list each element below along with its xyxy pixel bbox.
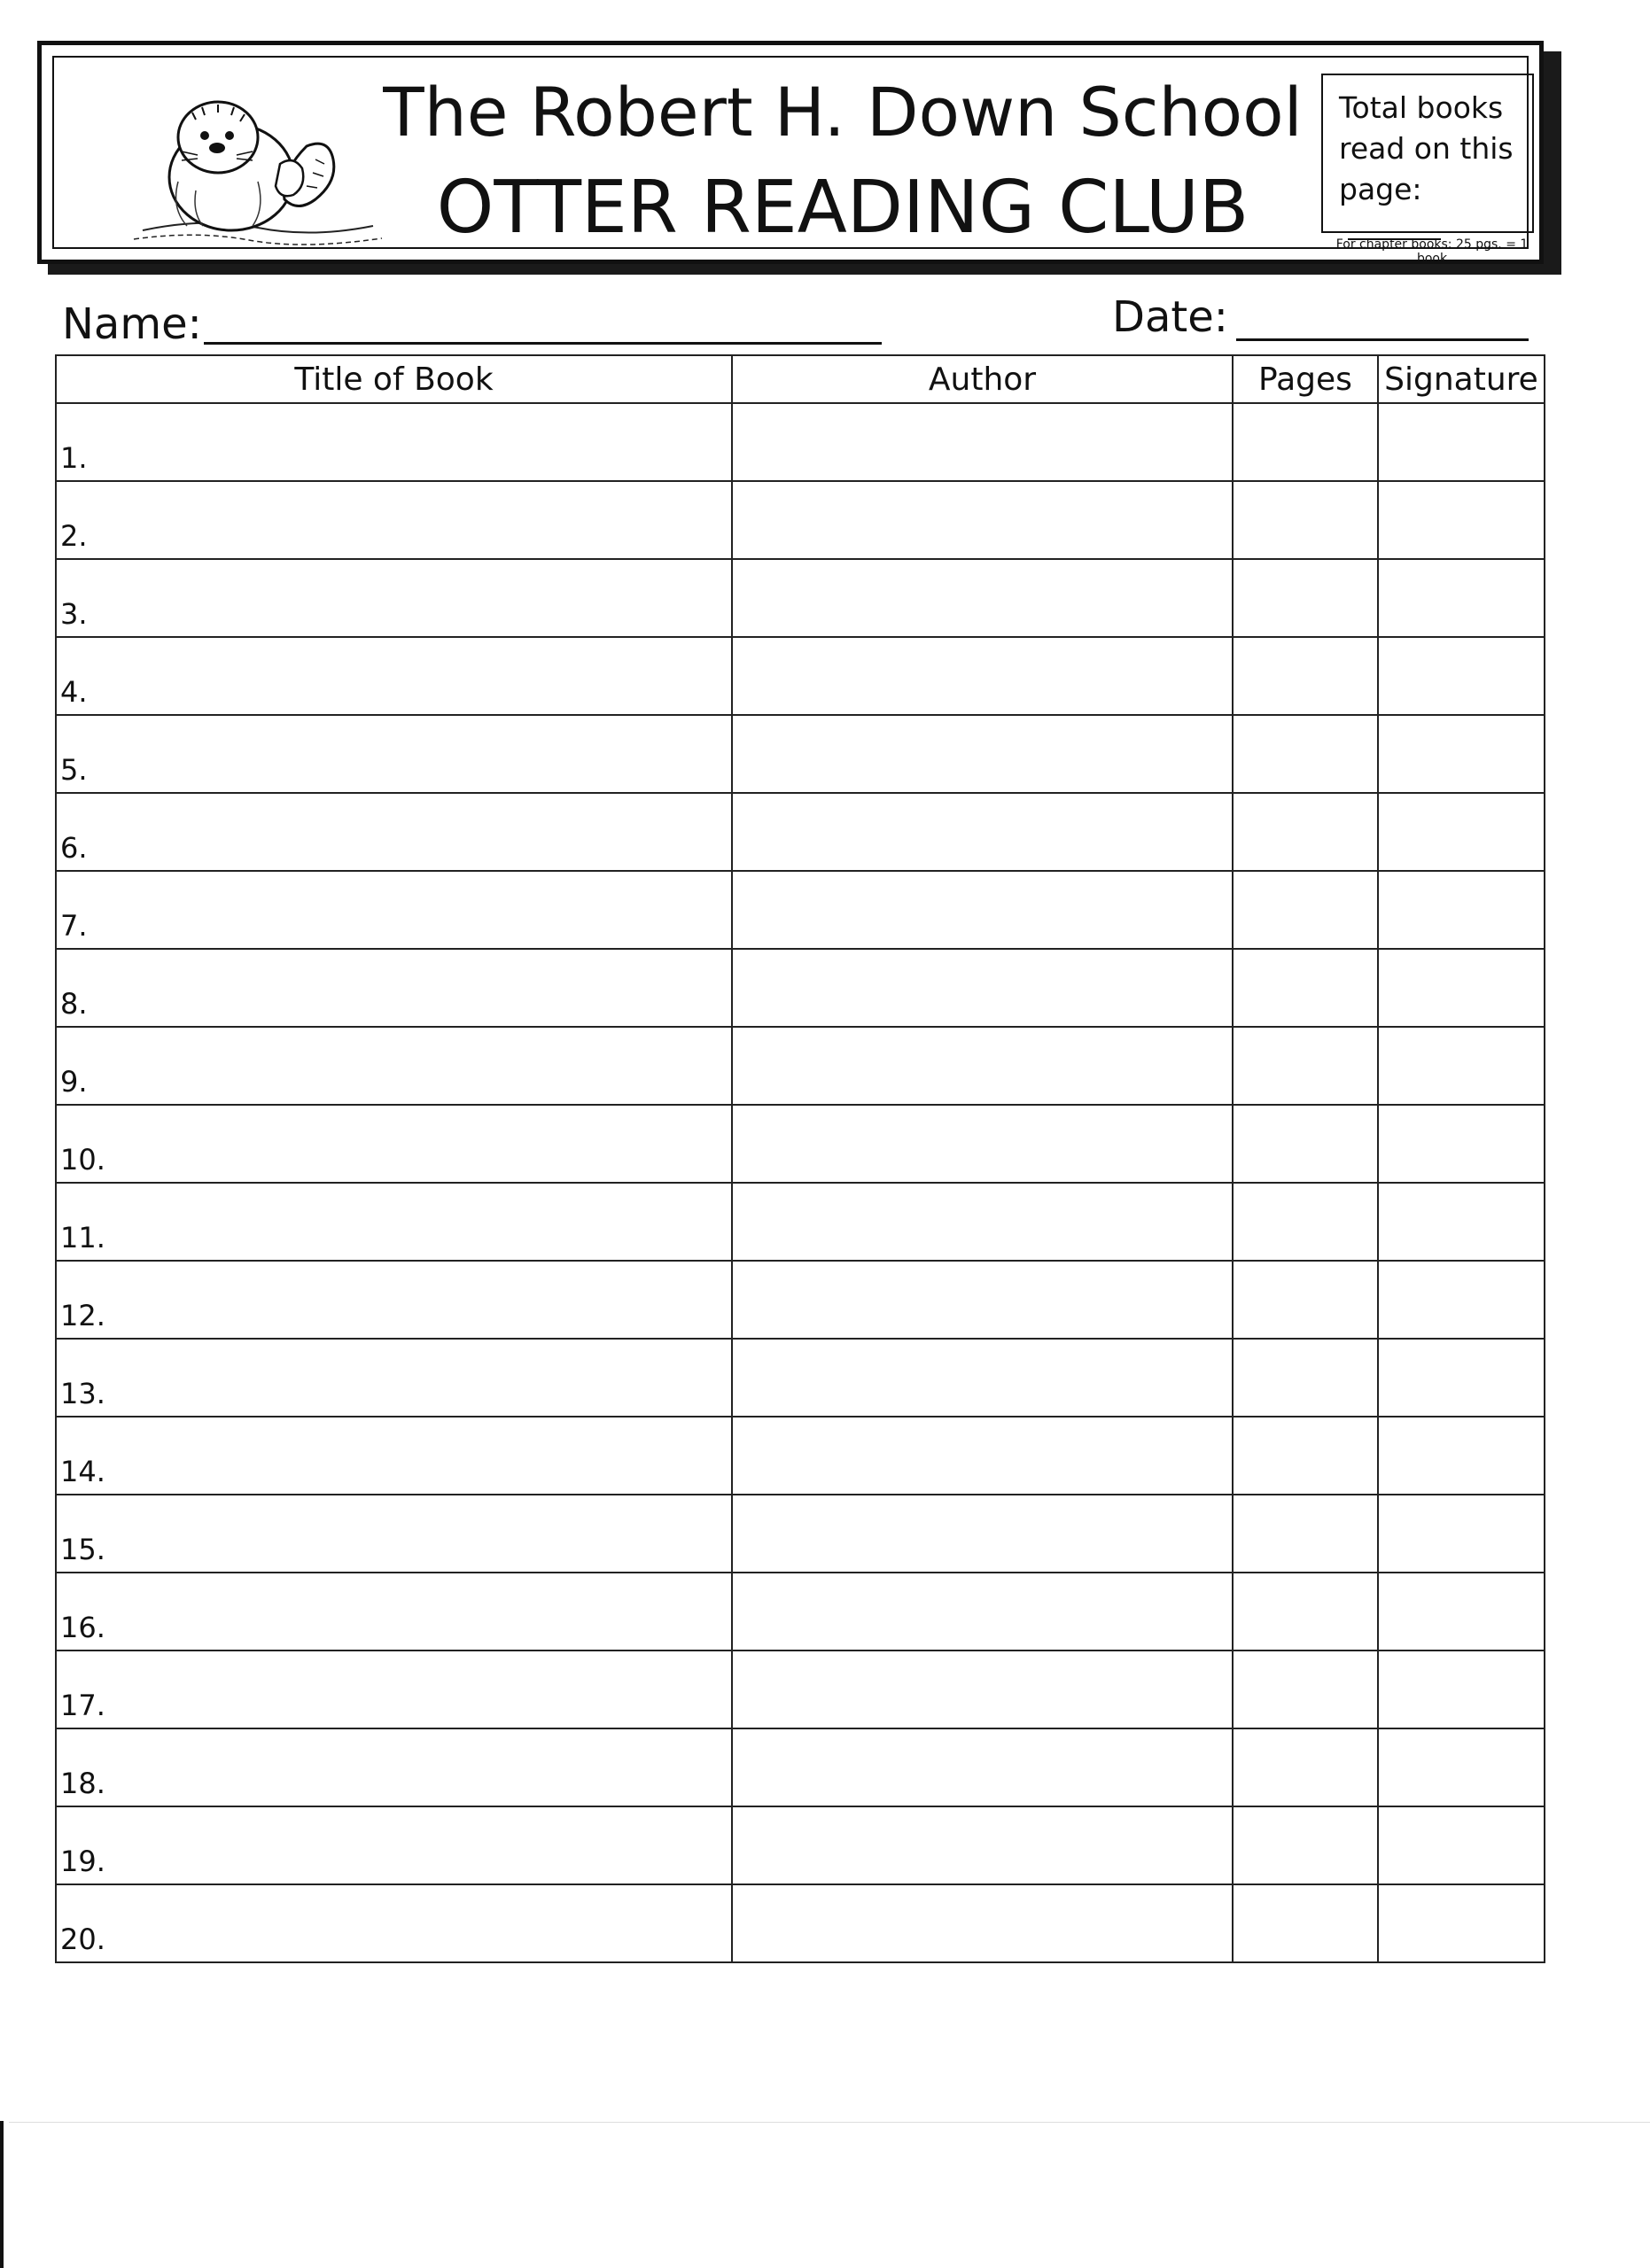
row-number: 17. (60, 1689, 105, 1722)
author-cell[interactable] (732, 1183, 1233, 1261)
row-number: 3. (60, 597, 88, 631)
signature-cell[interactable] (1378, 403, 1545, 481)
row-number: 11. (60, 1221, 105, 1254)
signature-cell[interactable] (1378, 1027, 1545, 1105)
author-cell[interactable] (732, 871, 1233, 949)
pages-cell[interactable] (1233, 1651, 1378, 1728)
author-cell[interactable] (732, 1417, 1233, 1495)
row-number: 7. (60, 909, 88, 943)
pages-cell[interactable] (1233, 871, 1378, 949)
author-cell[interactable] (732, 949, 1233, 1027)
author-cell[interactable] (732, 1495, 1233, 1573)
scan-edge-line (9, 2122, 1650, 2123)
row-number: 20. (60, 1922, 105, 1956)
table-row (56, 1884, 1545, 1962)
header-inner-frame (52, 56, 1529, 266)
pages-cell[interactable] (1233, 559, 1378, 637)
pages-cell[interactable] (1233, 637, 1378, 715)
title-cell[interactable] (56, 1417, 732, 1495)
date-field[interactable] (1236, 338, 1529, 341)
row-number: 8. (60, 987, 88, 1021)
table-row (56, 1417, 1545, 1495)
header-banner (37, 41, 1544, 264)
title-cell[interactable] (56, 1806, 732, 1884)
row-number: 4. (60, 675, 88, 709)
title-cell[interactable] (56, 871, 732, 949)
signature-cell[interactable] (1378, 1339, 1545, 1417)
title-cell[interactable] (56, 559, 732, 637)
pages-cell[interactable] (1233, 1417, 1378, 1495)
row-number: 1. (60, 441, 88, 475)
name-label: Name: (62, 299, 202, 349)
table-row (56, 1027, 1545, 1105)
total-books-line-2: read on this (1339, 131, 1514, 166)
pages-cell[interactable] (1233, 1495, 1378, 1573)
title-cell[interactable] (56, 1105, 732, 1183)
author-cell[interactable] (732, 793, 1233, 871)
column-header-signature: Signature (1378, 355, 1545, 403)
signature-cell[interactable] (1378, 637, 1545, 715)
row-number: 9. (60, 1065, 88, 1099)
title-cell[interactable] (56, 637, 732, 715)
table-row (56, 1105, 1545, 1183)
table-row (56, 1806, 1545, 1884)
column-header-title: Title of Book (56, 355, 732, 403)
pages-cell[interactable] (1233, 1573, 1378, 1651)
table-row (56, 871, 1545, 949)
column-header-author: Author (732, 355, 1233, 403)
author-cell[interactable] (732, 1806, 1233, 1884)
row-number: 14. (60, 1455, 105, 1488)
title-cell[interactable] (56, 403, 732, 481)
pages-cell[interactable] (1233, 1027, 1378, 1105)
name-date-row (62, 292, 1568, 353)
pages-cell[interactable] (1233, 1339, 1378, 1417)
author-cell[interactable] (732, 1651, 1233, 1728)
table-row (56, 793, 1545, 871)
author-cell[interactable] (732, 1261, 1233, 1339)
pages-cell[interactable] (1233, 403, 1378, 481)
signature-cell[interactable] (1378, 1651, 1545, 1728)
signature-cell[interactable] (1378, 1261, 1545, 1339)
signature-cell[interactable] (1378, 715, 1545, 793)
pages-cell[interactable] (1233, 1183, 1378, 1261)
pages-cell[interactable] (1233, 793, 1378, 871)
table-row (56, 715, 1545, 793)
title-cell[interactable] (56, 1027, 732, 1105)
row-number: 13. (60, 1377, 105, 1410)
table-header-row (56, 355, 1545, 403)
author-cell[interactable] (732, 1573, 1233, 1651)
table-row (56, 1651, 1545, 1728)
author-cell[interactable] (732, 715, 1233, 793)
pages-cell[interactable] (1233, 481, 1378, 559)
signature-cell[interactable] (1378, 559, 1545, 637)
author-cell[interactable] (732, 481, 1233, 559)
signature-cell[interactable] (1378, 1806, 1545, 1884)
chapter-book-note: For chapter books: 25 pgs. = 1 book (1335, 237, 1529, 266)
column-header-pages: Pages (1233, 355, 1378, 403)
total-books-box (1321, 74, 1534, 233)
signature-cell[interactable] (1378, 793, 1545, 871)
table-row (56, 559, 1545, 637)
table-row (56, 403, 1545, 481)
title-cell[interactable] (56, 481, 732, 559)
row-number: 5. (60, 753, 88, 787)
pages-cell[interactable] (1233, 1806, 1378, 1884)
signature-cell[interactable] (1378, 481, 1545, 559)
date-label: Date: (1112, 292, 1228, 342)
title-cell[interactable] (56, 1495, 732, 1573)
signature-cell[interactable] (1378, 1495, 1545, 1573)
table-row (56, 637, 1545, 715)
title-cell[interactable] (56, 1339, 732, 1417)
table-row (56, 481, 1545, 559)
title-cell[interactable] (56, 1651, 732, 1728)
author-cell[interactable] (732, 403, 1233, 481)
row-number: 2. (60, 519, 88, 553)
signature-cell[interactable] (1378, 1728, 1545, 1806)
title-cell[interactable] (56, 1728, 732, 1806)
pages-cell[interactable] (1233, 949, 1378, 1027)
title-cell[interactable] (56, 949, 732, 1027)
table-row (56, 1728, 1545, 1806)
pages-cell[interactable] (1233, 715, 1378, 793)
scan-edge-mark (0, 2121, 4, 2268)
reading-log-table (55, 354, 1545, 1963)
total-books-line-1: Total books (1339, 90, 1504, 125)
author-cell[interactable] (732, 559, 1233, 637)
row-number: 15. (60, 1533, 105, 1566)
row-number: 18. (60, 1767, 105, 1800)
author-cell[interactable] (732, 1105, 1233, 1183)
signature-cell[interactable] (1378, 1573, 1545, 1651)
author-cell[interactable] (732, 1339, 1233, 1417)
pages-cell[interactable] (1233, 1261, 1378, 1339)
author-cell[interactable] (732, 1027, 1233, 1105)
table-row (56, 1495, 1545, 1573)
signature-cell[interactable] (1378, 1417, 1545, 1495)
signature-cell[interactable] (1378, 871, 1545, 949)
signature-cell[interactable] (1378, 949, 1545, 1027)
table-row (56, 1573, 1545, 1651)
signature-cell[interactable] (1378, 1105, 1545, 1183)
title-cell[interactable] (56, 1573, 732, 1651)
table-row (56, 949, 1545, 1027)
author-cell[interactable] (732, 1728, 1233, 1806)
table-row (56, 1183, 1545, 1261)
club-name: OTTER READING CLUB (436, 166, 1249, 250)
title-cell[interactable] (56, 1261, 732, 1339)
table-row (56, 1339, 1545, 1417)
table-row (56, 1261, 1545, 1339)
row-number: 10. (60, 1143, 105, 1177)
school-name: The Robert H. Down School (383, 73, 1303, 151)
author-cell[interactable] (732, 637, 1233, 715)
row-number: 12. (60, 1299, 105, 1332)
pages-cell[interactable] (1233, 1728, 1378, 1806)
row-number: 16. (60, 1611, 105, 1644)
row-number: 19. (60, 1845, 105, 1878)
title-cell[interactable] (56, 1884, 732, 1962)
pages-cell[interactable] (1233, 1105, 1378, 1183)
signature-cell[interactable] (1378, 1183, 1545, 1261)
title-cell[interactable] (56, 793, 732, 871)
total-books-label: page: (1339, 172, 1422, 206)
signature-cell[interactable] (1378, 1884, 1545, 1962)
title-cell[interactable] (56, 1183, 732, 1261)
pages-cell[interactable] (1233, 1884, 1378, 1962)
row-number: 6. (60, 831, 88, 865)
name-field[interactable] (204, 342, 882, 345)
title-cell[interactable] (56, 715, 732, 793)
author-cell[interactable] (732, 1884, 1233, 1962)
